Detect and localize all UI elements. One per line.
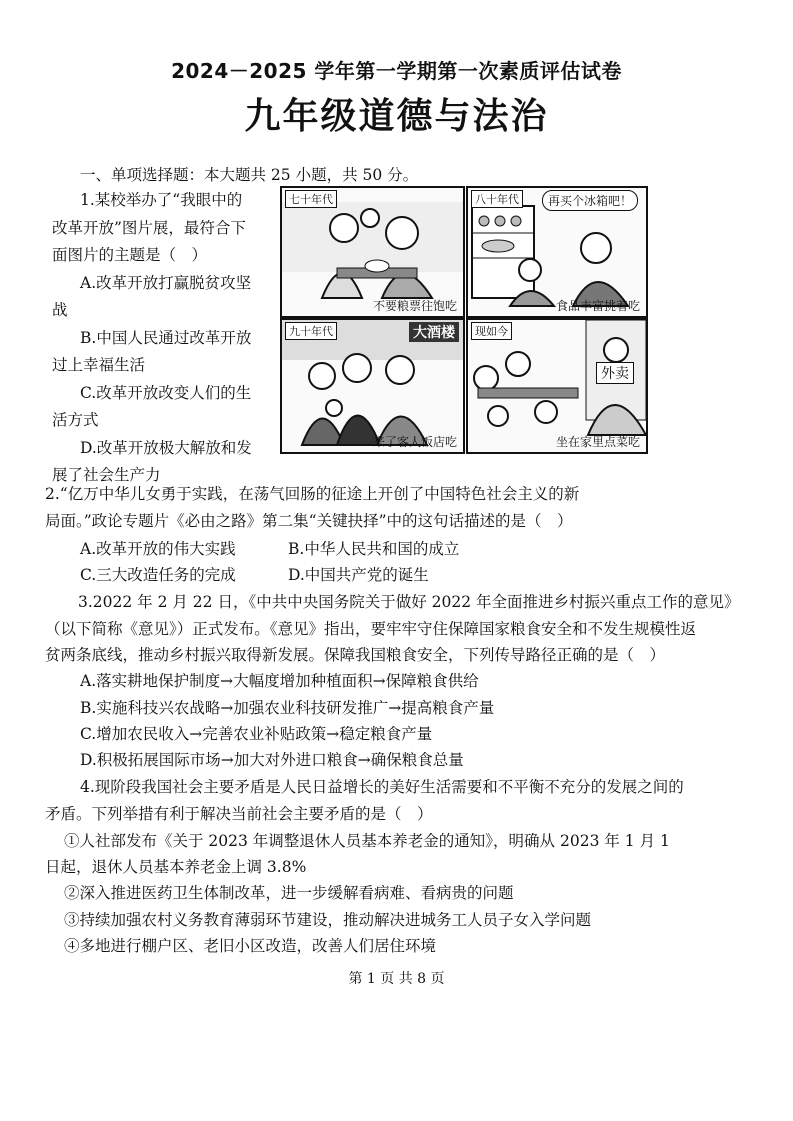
q4-item-4: ④多地进行棚户区、老旧小区改造，改善人们居住环境	[64, 937, 437, 955]
comic-panel-today	[466, 318, 648, 454]
q4-item-2: ②深入推进医药卫生体制改革，进一步缓解看病难、看病贵的问题	[64, 884, 514, 902]
q1-line-1: 1.某校举办了“我眼中的	[80, 191, 243, 209]
section-heading: 一、单项选择题：本大题共 25 小题，共 50 分。	[80, 166, 419, 184]
q1-option-c-line-1: C.改革开放改变人们的生	[80, 384, 252, 402]
q4-line-2: 矛盾。下列举措有利于解决当前社会主要矛盾的是（ ）	[45, 805, 433, 823]
page-number: 第 1 页 共 8 页	[348, 971, 445, 987]
q2-option-a: A.改革开放的伟大实践	[80, 540, 236, 558]
q4-item-1-line-2: 日起，退休人员基本养老金上调 3.8%	[45, 858, 307, 876]
q3-line-3: 贫两条底线，推动乡村振兴取得新发展。保障我国粮食安全，下列传导路径正确的是（ ）	[45, 646, 666, 664]
comic-1980s-caption: 食品丰富挑着吃	[555, 299, 640, 313]
q1-option-a-line-1: A.改革开放打赢脱贫攻坚	[80, 274, 252, 292]
q3-line-2: （以下简称《意见》）正式发布。《意见》指出，要牢牢守住保障国家粮食安全和不发生规模性返	[45, 620, 697, 638]
comic-panel-1990s	[280, 318, 465, 454]
comic-1980s-speech-bubble: 再买个冰箱吧！	[542, 190, 638, 211]
comic-1980s-era: 八十年代	[471, 190, 523, 208]
q2-option-b: B.中华人民共和国的成立	[288, 540, 460, 558]
q1-option-a-line-2: 战	[52, 301, 68, 319]
q3-line-1: 3.2022 年 2 月 22 日，《中共中央国务院关于做好 2022 年全面推进乡村振兴重点工作的意见》	[78, 593, 740, 611]
q4-item-1-line-1: ①人社部发布《关于 2023 年调整退休人员基本养老金的通知》，明确从 2023 年 1 月 1	[64, 832, 670, 850]
comic-1990s-caption: 来了客人饭店吃	[372, 435, 457, 449]
q2-line-1: 2.“亿万中华儿女勇于实践，在荡气回肠的征途上开创了中国特色社会主义的新	[45, 485, 580, 503]
q1-option-b-line-2: 过上幸福生活	[52, 356, 146, 374]
comic-panel-1970s	[280, 186, 465, 318]
q1-option-d-line-2: 展了社会生产力	[52, 466, 161, 484]
q3-option-a: A.落实耕地保护制度→大幅度增加种植面积→保障粮食供给	[80, 672, 479, 690]
page-title: 九年级道德与法治	[244, 96, 549, 137]
q3-option-b: B.实施科技兴农战略→加强农业科技研发推广→提高粮食产量	[80, 699, 495, 717]
q1-line-3: 面图片的主题是（ ）	[52, 246, 208, 264]
comic-1990s-era: 九十年代	[285, 322, 337, 340]
comic-1970s-era: 七十年代	[285, 190, 337, 208]
q1-line-2: 改革开放”图片展，最符合下	[52, 219, 246, 237]
q2-line-2: 局面。”政论专题片《必由之路》第二集“关键抉择”中的这句话描述的是（ ）	[45, 512, 573, 530]
comic-panel-1980s	[466, 186, 648, 318]
comic-today-takeout-sign: 外卖	[596, 362, 634, 384]
exam-subtitle: 2024－2025 学年第一学期第一次素质评估试卷	[171, 59, 622, 83]
q4-item-3: ③持续加强农村义务教育薄弱环节建设，推动解决进城务工人员子女入学问题	[64, 911, 592, 929]
q3-option-c: C.增加农民收入→完善农业补贴政策→稳定粮食产量	[80, 725, 433, 743]
q4-line-1: 4.现阶段我国社会主要矛盾是人民日益增长的美好生活需要和不平衡不充分的发展之间的	[80, 778, 684, 796]
comic-today-caption: 坐在家里点菜吃	[555, 435, 640, 449]
q1-option-d-line-1: D.改革开放极大解放和发	[80, 439, 252, 457]
comic-1970s-caption: 不要粮票往饱吃	[372, 299, 457, 313]
q3-option-d: D.积极拓展国际市场→加大对外进口粮食→确保粮食总量	[80, 751, 464, 769]
q1-option-c-line-2: 活方式	[52, 411, 99, 429]
comic-today-era: 现如今	[471, 322, 512, 340]
q2-option-d: D.中国共产党的诞生	[288, 566, 429, 584]
q2-option-c: C.三大改造任务的完成	[80, 566, 236, 584]
comic-1990s-restaurant-sign: 大酒楼	[409, 322, 459, 342]
q1-option-b-line-1: B.中国人民通过改革开放	[80, 329, 252, 347]
